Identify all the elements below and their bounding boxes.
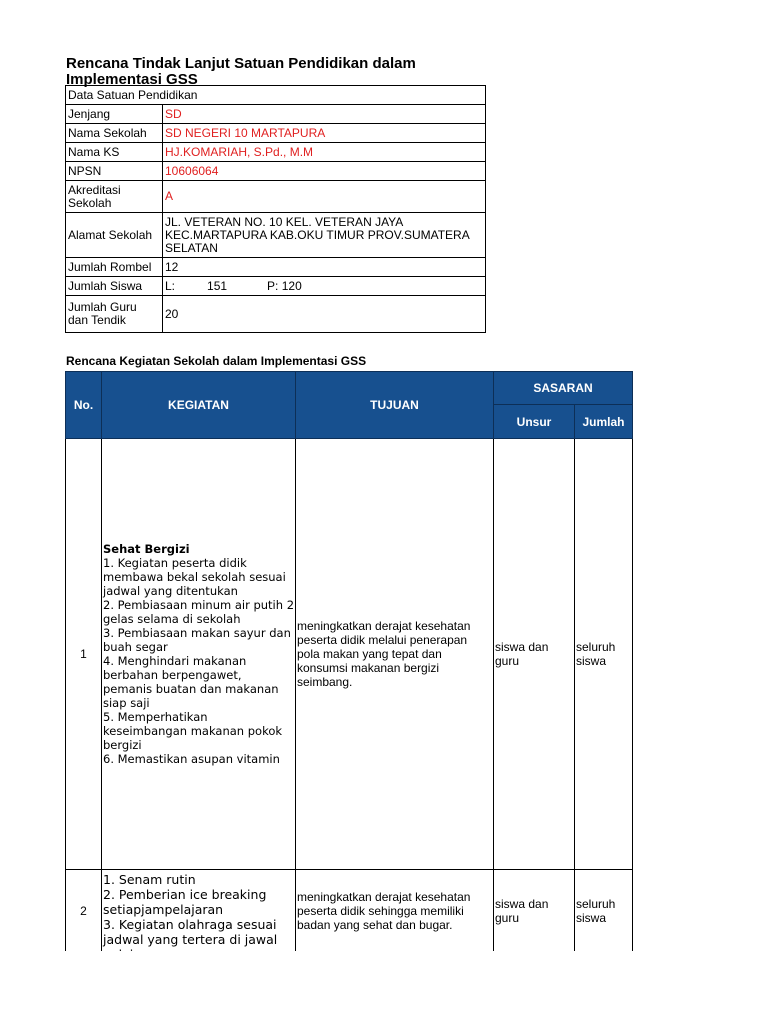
info-value-jenjang: SD	[163, 105, 486, 124]
info-label: Nama KS	[66, 143, 163, 162]
info-value-jumlah-siswa	[163, 277, 486, 296]
info-value-rombel: 12	[163, 258, 486, 277]
siswa-p-value: P: 120	[267, 278, 302, 293]
info-label: Nama Sekolah	[66, 124, 163, 143]
row-number: 2	[66, 870, 102, 953]
info-label: Alamat Sekolah	[66, 213, 163, 258]
table-row	[66, 870, 633, 953]
info-label: Jumlah Rombel	[66, 258, 163, 277]
kegiatan-item: 1. Kegiatan peserta didik membawa bekal sekolah sesuai jadwal yang ditentukan	[103, 556, 286, 598]
document-title: Rencana Tindak Lanjut Satuan Pendidikan dalam Implementasi GSS	[66, 55, 416, 88]
kegiatan-item: 6. Memastikan asupan vitamin	[103, 752, 280, 766]
row-kegiatan	[102, 870, 296, 953]
info-value-alamat: JL. VETERAN NO. 10 KEL. VETERAN JAYA KEC.MARTAPURA KAB.OKU TIMUR PROV.SUMATERA SELATAN	[163, 213, 486, 258]
info-value-guru-tendik: 20	[163, 296, 486, 333]
header-tujuan: TUJUAN	[296, 372, 494, 439]
info-value-npsn: 10606064	[163, 162, 486, 181]
table-row	[66, 439, 633, 870]
section-title: Rencana Kegiatan Sekolah dalam Implementasi GSS	[66, 354, 367, 368]
header-kegiatan: KEGIATAN	[102, 372, 296, 439]
info-value-akreditasi: A	[163, 181, 486, 213]
row-unsur: siswa dan guru	[494, 870, 575, 953]
info-value-nama-sekolah: SD NEGERI 10 MARTAPURA	[163, 124, 486, 143]
header-sasaran: SASARAN	[494, 372, 633, 405]
siswa-l-value: 151	[207, 278, 228, 293]
school-data-header: Data Satuan Pendidikan	[66, 86, 486, 105]
row-kegiatan	[102, 439, 296, 870]
kegiatan-item: 2. Pembiasaan minum air putih 2 gelas selama di sekolah	[103, 598, 295, 626]
siswa-l-label: L:	[165, 278, 176, 293]
row-jumlah: seluruh siswa	[575, 870, 633, 953]
row-tujuan: meningkatkan derajat kesehatan peserta didik sehingga memiliki badan yang sehat dan bugar.	[296, 870, 494, 953]
info-label: Jenjang	[66, 105, 163, 124]
header-no: No.	[66, 372, 102, 439]
school-data-table	[65, 85, 486, 333]
kegiatan-item: 1. Senam rutin	[103, 872, 196, 887]
kegiatan-item: 3. Pembiasaan makan sayur dan buah segar	[103, 626, 291, 654]
row-unsur: siswa dan guru	[494, 439, 575, 870]
info-value-nama-ks: HJ.KOMARIAH, S.Pd., M.M	[163, 143, 486, 162]
kegiatan-item: 2. Pemberian ice breaking setiapjampelajaran	[103, 887, 267, 917]
info-label: NPSN	[66, 162, 163, 181]
kegiatan-item: 3. Kegiatan olahraga sesuai jadwal yang tertera di jawal	[103, 917, 278, 947]
info-label: Jumlah Guru dan Tendik	[66, 296, 163, 333]
info-label: Jumlah Siswa	[66, 277, 163, 296]
header-unsur: Unsur	[494, 405, 575, 439]
activity-plan-table	[65, 371, 633, 953]
kegiatan-item: 4. Menghindari makanan berbahan berpengawet, pemanis buatan dan makanan siap saji	[103, 654, 279, 710]
kegiatan-title: Sehat Bergizi	[103, 542, 190, 556]
info-label: Akreditasi Sekolah	[66, 181, 163, 213]
kegiatan-item: 5. Memperhatikan keseimbangan makanan pokok bergizi	[103, 710, 283, 752]
header-jumlah: Jumlah	[575, 405, 633, 439]
row-number: 1	[66, 439, 102, 870]
page-bottom-margin	[0, 951, 768, 1024]
row-jumlah: seluruh siswa	[575, 439, 633, 870]
row-tujuan: meningkatkan derajat kesehatan peserta didik melalui penerapan pola makan yang tepat dan konsumsi makanan bergizi seimbang.	[296, 439, 494, 870]
